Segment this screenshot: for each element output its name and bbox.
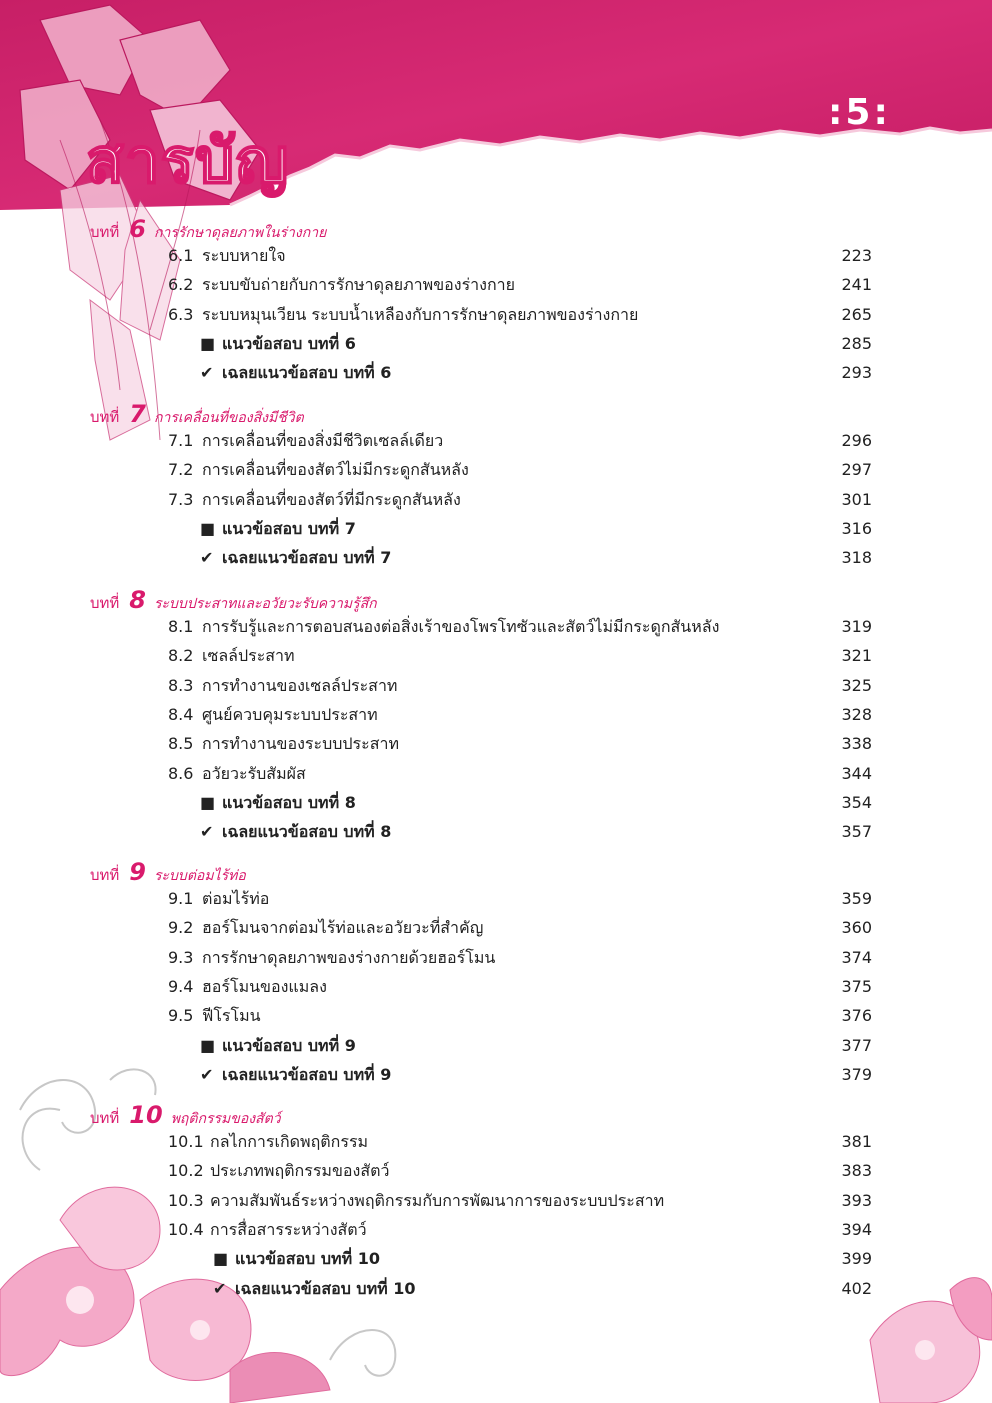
- chapter-name: การเคลื่อนที่ของสิ่งมีชีวิต: [154, 410, 304, 426]
- entry-number: 7.3: [168, 489, 194, 509]
- entry-title: เซลล์ประสาท: [202, 646, 295, 666]
- exam-entry[interactable]: [200, 1063, 391, 1087]
- entry-page-number: 377: [841, 1035, 872, 1055]
- toc-entry[interactable]: [168, 458, 469, 482]
- entry-title: ประเภทพฤติกรรมของสัตว์: [210, 1161, 390, 1181]
- entry-title: อวัยวะรับสัมผัส: [202, 763, 306, 783]
- page-title: สารบัญ: [86, 124, 290, 197]
- entry-title: แนวข้อสอบ บทที่ 6: [222, 333, 356, 353]
- entry-page-number: 318: [841, 548, 872, 568]
- square-bullet-icon: ■: [200, 1035, 216, 1055]
- entry-page-number: 223: [841, 246, 872, 265]
- entry-page-number: 328: [841, 704, 872, 724]
- entry-number: 8.1: [168, 617, 194, 636]
- exam-entry[interactable]: [200, 361, 391, 385]
- entry-number: 9.5: [168, 1006, 194, 1026]
- square-bullet-icon: ■: [213, 1249, 229, 1269]
- chapter-name: ระบบต่อมไร้ท่อ: [154, 868, 246, 884]
- chapter-heading[interactable]: [90, 215, 327, 243]
- entry-number: 7.1: [168, 431, 194, 450]
- toc-entry[interactable]: [168, 946, 495, 970]
- entry-title: แนวข้อสอบ บทที่ 7: [222, 518, 356, 538]
- entry-page-number: 376: [841, 1006, 872, 1026]
- entry-page-number: 296: [841, 431, 872, 450]
- entry-page-number: 357: [841, 822, 872, 842]
- exam-entry[interactable]: [213, 1247, 380, 1271]
- entry-title: ศูนย์ควบคุมระบบประสาท: [202, 704, 378, 724]
- entry-number: 8.3: [168, 675, 194, 695]
- chapter-number: 7: [129, 400, 146, 428]
- toc-entry[interactable]: [168, 244, 286, 268]
- toc-entry[interactable]: [168, 1159, 389, 1183]
- entry-number: 9.1: [168, 889, 194, 908]
- entry-page-number: 293: [841, 363, 872, 383]
- entry-page-number: 375: [841, 976, 872, 996]
- entry-page-number: 383: [841, 1161, 872, 1181]
- exam-entry[interactable]: [200, 546, 391, 570]
- toc-entry[interactable]: [168, 273, 515, 297]
- entry-title: ระบบขับถ่ายกับการรักษาดุลยภาพของร่างกาย: [202, 275, 516, 295]
- exam-entry[interactable]: [200, 791, 356, 815]
- entry-page-number: 379: [841, 1064, 872, 1084]
- entry-page-number: 325: [841, 675, 872, 695]
- checkmark-icon: ✔: [200, 548, 214, 568]
- toc-entry[interactable]: [168, 1218, 367, 1242]
- entry-title: การทำงานของระบบประสาท: [202, 734, 400, 754]
- entry-page-number: 374: [841, 947, 872, 967]
- entry-title: เฉลยแนวข้อสอบ บทที่ 10: [235, 1278, 416, 1298]
- entry-title: การเคลื่อนที่ของสิ่งมีชีวิตเซลล์เดียว: [202, 431, 444, 450]
- entry-number: 6.1: [168, 246, 194, 265]
- page-number: :5:: [828, 92, 891, 133]
- entry-title: ความสัมพันธ์ระหว่างพฤติกรรมกับการพัฒนาการของระบบประสาท: [210, 1190, 665, 1210]
- entry-title: แนวข้อสอบ บทที่ 10: [235, 1249, 380, 1269]
- entry-number: 8.2: [168, 646, 194, 666]
- entry-number: 6.2: [168, 275, 194, 295]
- chapter-label: บทที่: [90, 1109, 120, 1127]
- entry-page-number: 359: [841, 889, 872, 908]
- entry-number: 8.4: [168, 704, 194, 724]
- entry-title: การสื่อสารระหว่างสัตว์: [210, 1219, 367, 1239]
- entry-number: 10.4: [168, 1219, 204, 1239]
- chapter-label: บทที่: [90, 594, 120, 612]
- entry-number: 10.2: [168, 1161, 204, 1181]
- entry-number: 10.1: [168, 1132, 204, 1151]
- exam-entry[interactable]: [200, 1034, 356, 1058]
- toc-entry[interactable]: [168, 916, 483, 940]
- entry-title: ฮอร์โมนของแมลง: [202, 976, 327, 996]
- entry-number: 8.6: [168, 763, 194, 783]
- entry-title: การเคลื่อนที่ของสัตว์ไม่มีกระดูกสันหลัง: [202, 460, 469, 480]
- toc-entry[interactable]: [168, 703, 378, 727]
- entry-page-number: 393: [841, 1190, 872, 1210]
- entry-page-number: 241: [841, 275, 872, 295]
- chapter-name: ระบบประสาทและอวัยวะรับความรู้สึก: [154, 596, 377, 612]
- toc-entry[interactable]: [168, 429, 443, 453]
- chapter-number: 6: [129, 215, 146, 243]
- toc-entry[interactable]: [168, 887, 269, 911]
- entry-title: แนวข้อสอบ บทที่ 9: [222, 1035, 356, 1055]
- chapter-label: บทที่: [90, 866, 120, 884]
- entry-title: การรับรู้และการตอบสนองต่อสิ่งเร้าของโพรโทซัวและสัตว์ไม่มีกระดูกสันหลัง: [202, 617, 720, 636]
- entry-title: ระบบหายใจ: [202, 246, 286, 265]
- entry-page-number: 265: [841, 304, 872, 324]
- square-bullet-icon: ■: [200, 333, 216, 353]
- entry-page-number: 399: [841, 1249, 872, 1269]
- exam-entry[interactable]: [200, 332, 356, 356]
- entry-number: 7.2: [168, 460, 194, 480]
- entry-number: 9.4: [168, 976, 194, 996]
- toc-entry[interactable]: [168, 674, 397, 698]
- checkmark-icon: ✔: [200, 363, 214, 383]
- checkmark-icon: ✔: [200, 822, 214, 842]
- entry-page-number: 285: [841, 333, 872, 353]
- entry-number: 6.3: [168, 304, 194, 324]
- chapter-heading[interactable]: [90, 1101, 281, 1129]
- entry-number: 9.3: [168, 947, 194, 967]
- checkmark-icon: ✔: [213, 1278, 227, 1298]
- entry-page-number: 381: [841, 1132, 872, 1151]
- chapter-number: 10: [129, 1101, 163, 1129]
- chapter-heading[interactable]: [90, 400, 304, 428]
- chapter-name: การรักษาดุลยภาพในร่างกาย: [154, 225, 327, 241]
- entry-number: 8.5: [168, 734, 194, 754]
- entry-page-number: 338: [841, 734, 872, 754]
- toc-entry[interactable]: [168, 1130, 368, 1154]
- entry-title: ต่อมไร้ท่อ: [202, 889, 270, 908]
- entry-title: การทำงานของเซลล์ประสาท: [202, 675, 398, 695]
- entry-page-number: 301: [841, 489, 872, 509]
- entry-title: เฉลยแนวข้อสอบ บทที่ 9: [222, 1064, 392, 1084]
- entry-title: เฉลยแนวข้อสอบ บทที่ 7: [222, 548, 392, 568]
- entry-title: เฉลยแนวข้อสอบ บทที่ 8: [222, 822, 392, 842]
- chapter-label: บทที่: [90, 408, 120, 426]
- entry-title: เฉลยแนวข้อสอบ บทที่ 6: [222, 363, 392, 383]
- toc-entry[interactable]: [168, 1004, 261, 1028]
- square-bullet-icon: ■: [200, 518, 216, 538]
- chapter-heading[interactable]: [90, 858, 246, 886]
- entry-title: กลไกการเกิดพฤติกรรม: [210, 1132, 369, 1151]
- toc-entry[interactable]: [168, 732, 399, 756]
- exam-entry[interactable]: [213, 1277, 416, 1301]
- entry-title: ฮอร์โมนจากต่อมไร้ท่อและอวัยวะที่สำคัญ: [202, 918, 484, 938]
- chapter-heading[interactable]: [90, 586, 377, 614]
- toc-entry[interactable]: [168, 644, 295, 668]
- entry-title: การรักษาดุลยภาพของร่างกายด้วยฮอร์โมน: [202, 947, 496, 967]
- toc-entry[interactable]: [168, 303, 638, 327]
- toc-entry[interactable]: [168, 975, 327, 999]
- toc-entry[interactable]: [168, 762, 306, 786]
- entry-page-number: 344: [841, 763, 872, 783]
- entry-page-number: 402: [841, 1278, 872, 1298]
- chapter-name: พฤติกรรมของสัตว์: [170, 1111, 281, 1127]
- square-bullet-icon: ■: [200, 792, 216, 812]
- entry-page-number: 319: [841, 617, 872, 636]
- entry-page-number: 360: [841, 918, 872, 938]
- exam-entry[interactable]: [200, 820, 391, 844]
- entry-page-number: 316: [841, 518, 872, 538]
- entry-number: 10.3: [168, 1190, 204, 1210]
- toc-entry[interactable]: [168, 488, 461, 512]
- entry-page-number: 394: [841, 1219, 872, 1239]
- chapter-number: 8: [129, 586, 146, 614]
- entry-page-number: 321: [841, 646, 872, 666]
- chapter-label: บทที่: [90, 223, 120, 241]
- exam-entry[interactable]: [200, 517, 356, 541]
- entry-number: 9.2: [168, 918, 194, 938]
- entry-page-number: 354: [841, 792, 872, 812]
- checkmark-icon: ✔: [200, 1064, 214, 1084]
- entry-title: การเคลื่อนที่ของสัตว์ที่มีกระดูกสันหลัง: [202, 489, 461, 509]
- toc-entry[interactable]: [168, 1189, 664, 1213]
- toc-entry[interactable]: [168, 615, 719, 639]
- entry-title: แนวข้อสอบ บทที่ 8: [222, 792, 356, 812]
- entry-title: ระบบหมุนเวียน ระบบน้ำเหลืองกับการรักษาดุลยภาพของร่างกาย: [202, 304, 639, 324]
- chapter-number: 9: [129, 858, 146, 886]
- entry-page-number: 297: [841, 460, 872, 480]
- entry-title: ฟีโรโมน: [202, 1006, 261, 1026]
